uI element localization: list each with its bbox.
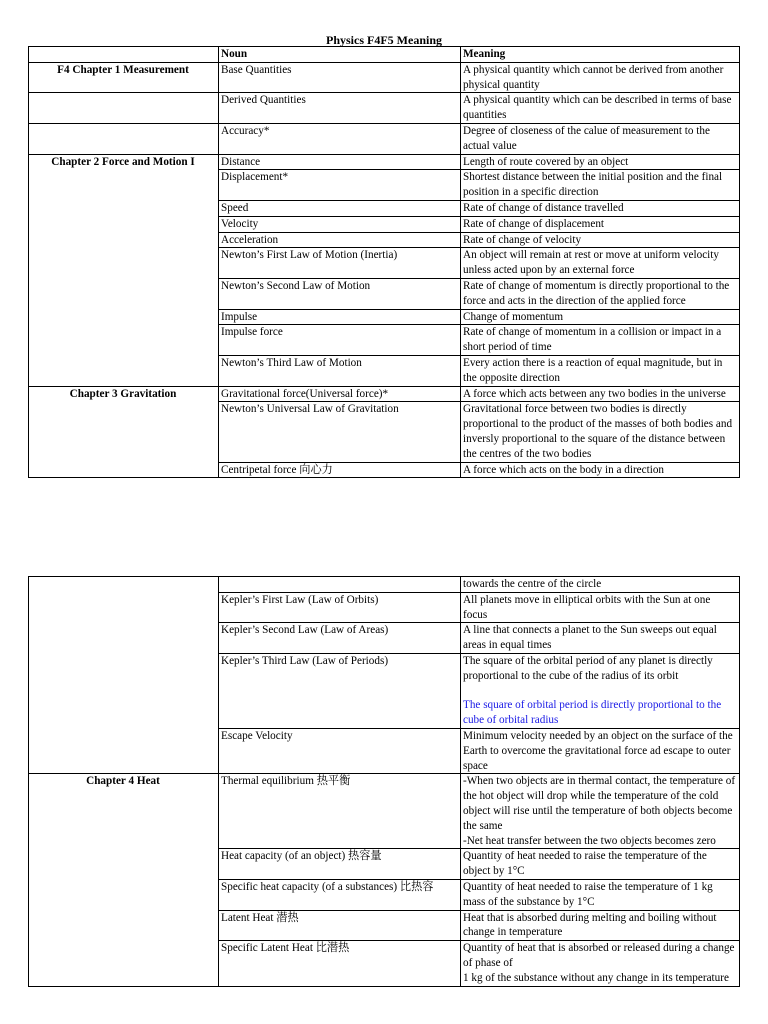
meaning-cell: Quantity of heat needed to raise the temperature of 1 kg mass of the substance by 1°C (461, 879, 740, 910)
meaning-cell (461, 774, 740, 849)
meaning-cell: An object will remain at rest or move at uniform velocity unless acted upon by an external force (461, 248, 740, 279)
meaning-cell: Degree of closeness of the calue of measurement to the actual value (461, 123, 740, 154)
noun-cell: Speed (219, 200, 461, 216)
meaning-text: 1 kg of the substance without any change in its temperature (463, 971, 729, 984)
noun-cell: Newton’s First Law of Motion (Inertia) (219, 248, 461, 279)
noun-cell: Impulse (219, 309, 461, 325)
table-row (29, 154, 740, 170)
meaning-cell: A physical quantity which can be described in terms of base quantities (461, 93, 740, 124)
noun-cell: Acceleration (219, 232, 461, 248)
meaning-note: The square of orbital period is directly proportional to the cube of orbital radius (463, 699, 722, 727)
meaning-cell: All planets move in elliptical orbits with the Sun at one focus (461, 592, 740, 623)
noun-cell: Newton’s Third Law of Motion (219, 355, 461, 386)
noun-cell: Accuracy* (219, 123, 461, 154)
noun-cell: Newton’s Second Law of Motion (219, 278, 461, 309)
meaning-cell: Heat that is absorbed during melting and boiling without change in temperature (461, 910, 740, 941)
chapter-cell (29, 93, 219, 124)
noun-cell: Escape Velocity (219, 728, 461, 773)
noun-cell: Base Quantities (219, 62, 461, 93)
chapter-cell: Chapter 4 Heat (29, 774, 219, 986)
noun-cell: Thermal equilibrium 热平衡 (219, 774, 461, 849)
table-header-row (29, 47, 740, 63)
noun-cell: Displacement* (219, 170, 461, 201)
meaning-cell (461, 653, 740, 728)
meaning-cell: A line that connects a planet to the Sun sweeps out equal areas in equal times (461, 623, 740, 654)
chapter-cell: F4 Chapter 1 Measurement (29, 62, 219, 93)
noun-cell: Kepler’s Second Law (Law of Areas) (219, 623, 461, 654)
meaning-cell: Rate of change of distance travelled (461, 200, 740, 216)
meaning-cell: Quantity of heat needed to raise the temperature of the object by 1°C (461, 849, 740, 880)
table-row (29, 774, 740, 849)
meaning-text: -Net heat transfer between the two objects becomes zero (463, 834, 716, 847)
table-row (29, 386, 740, 402)
meaning-cell: Rate of change of displacement (461, 216, 740, 232)
page-title: Physics F4F5 Meaning (326, 33, 442, 47)
meaning-cell (461, 941, 740, 986)
noun-cell: Distance (219, 154, 461, 170)
meaning-cell: A physical quantity which cannot be derived from another physical quantity (461, 62, 740, 93)
meaning-cell: Gravitational force between two bodies is directly proportional to the product of the masses of both bodies and inversly proportional to the square of the distance between the centres of the two bodies (461, 402, 740, 462)
noun-cell: Latent Heat 潜热 (219, 910, 461, 941)
meaning-text: Quantity of heat that is absorbed or released during a change of phase of (463, 942, 735, 969)
chapter-cell (29, 577, 219, 774)
noun-cell: Specific Latent Heat 比潜热 (219, 941, 461, 986)
meaning-cell: A force which acts on the body in a direction (461, 462, 740, 478)
meaning-cell: Length of route covered by an object (461, 154, 740, 170)
noun-cell: Centripetal force 向心力 (219, 462, 461, 478)
table-row (29, 123, 740, 154)
chapter-cell: Chapter 2 Force and Motion I (29, 154, 219, 386)
noun-cell: Specific heat capacity (of a substances) 比热容 (219, 879, 461, 910)
meaning-cell: Rate of change of momentum in a collision or impact in a short period of time (461, 325, 740, 356)
spacer (463, 684, 736, 699)
noun-header: Noun (219, 47, 461, 63)
meaning-text: -When two objects are in thermal contact, the temperature of the hot object will drop while the temperature of the cold object will rise until the temperature of both objects become the same (463, 775, 736, 832)
table-row (29, 577, 740, 593)
meaning-cell: Every action there is a reaction of equal magnitude, but in the opposite direction (461, 355, 740, 386)
noun-cell (219, 577, 461, 593)
noun-cell: Gravitational force(Universal force)* (219, 386, 461, 402)
chapter-cell (29, 123, 219, 154)
meaning-cell: A force which acts between any two bodies in the universe (461, 386, 740, 402)
meaning-cell: Rate of change of velocity (461, 232, 740, 248)
noun-cell: Newton’s Universal Law of Gravitation (219, 402, 461, 462)
table-row (29, 62, 740, 93)
meaning-cell: Shortest distance between the initial position and the final position in a specific direction (461, 170, 740, 201)
noun-cell: Kepler’s First Law (Law of Orbits) (219, 592, 461, 623)
meaning-text: The square of the orbital period of any planet is directly proportional to the cube of the radius of its orbit (463, 654, 713, 682)
table-row (29, 93, 740, 124)
meaning-cell: Minimum velocity needed by an object on the surface of the Earth to overcome the gravitational force ad escape to outer space (461, 728, 740, 773)
noun-cell: Derived Quantities (219, 93, 461, 124)
meaning-table-2 (28, 576, 740, 987)
meaning-header: Meaning (461, 47, 740, 63)
noun-cell: Heat capacity (of an object) 热容量 (219, 849, 461, 880)
meaning-cell: towards the centre of the circle (461, 577, 740, 593)
meaning-table-1 (28, 46, 740, 478)
noun-cell: Velocity (219, 216, 461, 232)
meaning-cell: Change of momentum (461, 309, 740, 325)
chapter-cell: Chapter 3 Gravitation (29, 386, 219, 478)
chapter-header (29, 47, 219, 63)
noun-cell: Impulse force (219, 325, 461, 356)
meaning-cell: Rate of change of momentum is directly proportional to the force and acts in the direction of the applied force (461, 278, 740, 309)
noun-cell: Kepler’s Third Law (Law of Periods) (219, 653, 461, 728)
